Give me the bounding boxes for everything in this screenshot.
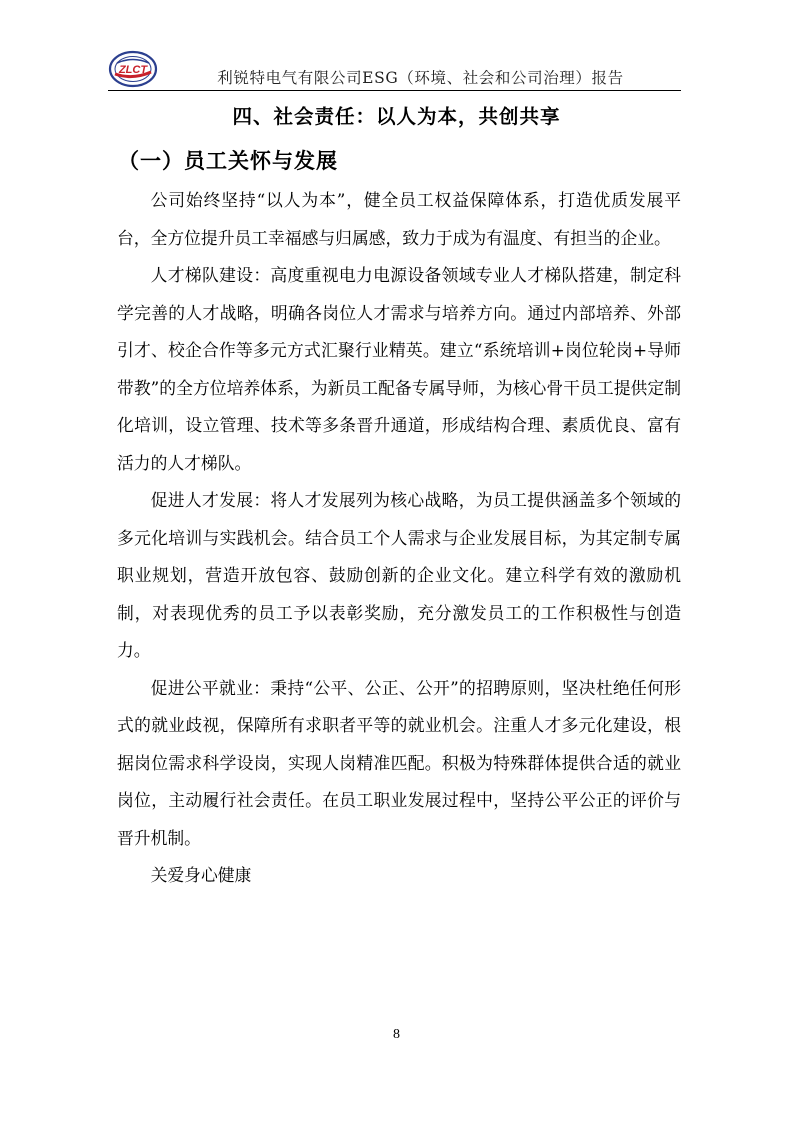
header-title: 利锐特电气有限公司ESG（环境、社会和公司治理）报告	[217, 69, 624, 87]
paragraph-talent-pipeline: 人才梯队建设：高度重视电力电源设备领域专业人才梯队搭建，制定科学完善的人才战略，明确各岗位人才需求与培养方向。通过内部培养、外部引才、校企合作等多元方式汇聚行业精英。建立“系统培训+岗位轮岗+导师带教”的全方位培养体系，为新员工配备专属导师，为核心骨干员工提供定制化培训，设立管理、技术等多条晋升通道，形成结构合理、素质优良、富有活力的人才梯队。	[117, 265, 681, 473]
paragraph-fair-employment: 促进公平就业：秉持“公平、公正、公开”的招聘原则，坚决杜绝任何形式的就业歧视，保障所有求职者平等的就业机会。注重人才多元化建设，根据岗位需求科学设岗，实现人岗精准匹配。积极为特殊群体提供合适的就业岗位，主动履行社会责任。在员工职业发展过程中，坚持公平公正的评价与晋升机制。	[117, 677, 681, 848]
page-header	[108, 50, 681, 92]
paragraph-talent-development: 促进人才发展：将人才发展列为核心战略，为员工提供涵盖多个领域的多元化培训与实践机会。结合员工个人需求与企业发展目标，为其定制专属职业规划，营造开放包容、鼓励创新的企业文化。建立科学有效的激励机制，对表现优秀的员工予以表彰奖励，充分激发员工的工作积极性与创造力。	[117, 490, 681, 660]
page-number: 8	[393, 1027, 400, 1042]
company-logo	[108, 50, 158, 88]
paragraph-health-heading: 关爱身心健康	[150, 865, 252, 885]
svg-text:ZLCT: ZLCT	[118, 64, 148, 76]
paragraph-intro: 公司始终坚持“以人为本”，健全员工权益保障体系，打造优质发展平台，全方位提升员工幸福感与归属感，致力于成为有温度、有担当的企业。	[117, 190, 681, 248]
body-content	[117, 182, 681, 895]
header-divider	[108, 90, 681, 91]
section-title: （一）员工关怀与发展	[118, 149, 338, 173]
chapter-title: 四、社会责任：以人为本，共创共享	[232, 105, 561, 128]
